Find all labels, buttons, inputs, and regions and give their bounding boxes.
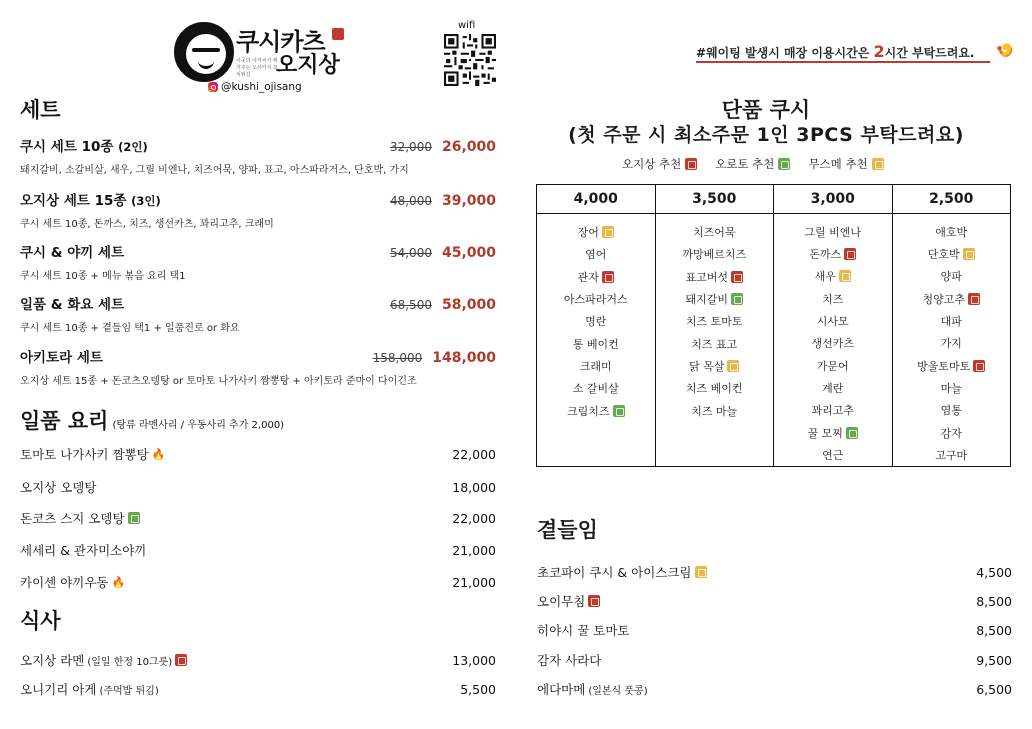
kushi-item[interactable]: [893, 421, 1011, 443]
kushi-item-name: 소 갈비살: [572, 382, 619, 396]
kushi-item-name: 마늘: [940, 381, 962, 395]
mascot-logo-icon: [174, 22, 234, 82]
kushi-item[interactable]: [537, 399, 655, 421]
kushi-item-name: 치즈 표고: [691, 337, 738, 351]
set-old-price: 48,000: [389, 194, 432, 208]
meal-item[interactable]: [20, 680, 496, 698]
recommend-yellow-icon: [839, 270, 851, 282]
side-item[interactable]: [537, 651, 1012, 669]
kushi-item-name: 까망베르치즈: [682, 248, 747, 262]
recommend-green-icon: [613, 405, 625, 417]
waiting-notice: #웨이팅 발생시 매장 이용시간은 2시간 부탁드려요.: [696, 42, 975, 61]
kushi-item-name: 감자: [940, 426, 962, 440]
dishes-title: 일품 요리 (탕류 라멘사리 / 우동사리 추가 2,000): [20, 409, 285, 433]
singles-price-grid: [536, 184, 1011, 467]
kushi-item-name: 그릴 비엔나: [804, 225, 862, 239]
kushi-item-name: 표고버섯: [685, 270, 728, 284]
meal-note: (일일 한정 10그릇): [87, 656, 173, 668]
price-column: [774, 185, 893, 466]
legend-item: 무스메 추천: [808, 156, 883, 172]
side-item[interactable]: [537, 680, 1012, 698]
recommend-green-icon: [128, 512, 140, 524]
price-column-header: 2,500: [893, 185, 1011, 214]
set-item[interactable]: [20, 189, 496, 230]
dish-price: 22,000: [452, 510, 496, 526]
kushi-item[interactable]: [774, 399, 892, 421]
kushi-item[interactable]: [656, 399, 774, 421]
spicy-fire-icon: 🔥: [111, 575, 126, 589]
kushi-item-name: 청양고추: [922, 292, 965, 306]
kushi-item-name: 염어: [585, 248, 607, 262]
set-desc: 쿠시 세트 10종 + 곁들임 택1 + 일품진로 or 화요: [20, 323, 240, 334]
meal-item[interactable]: [20, 651, 496, 669]
side-name: 초코파이 쿠시 & 아이스크림: [537, 565, 692, 580]
kushi-item[interactable]: [893, 265, 1011, 287]
kushi-item[interactable]: [774, 265, 892, 287]
spicy-fire-icon: 🔥: [151, 447, 166, 461]
side-item[interactable]: [537, 621, 1012, 639]
price-column-header: 4,000: [537, 185, 655, 214]
dish-price: 18,000: [452, 479, 496, 495]
kushi-item[interactable]: [656, 243, 774, 265]
side-name: 히야시 꿀 토마토: [537, 623, 630, 638]
side-name: 오이무침: [537, 594, 586, 609]
wifi-qr-code-icon[interactable]: [444, 34, 496, 86]
kushi-item-name: 아스파라거스: [563, 293, 628, 307]
recommend-yellow-icon: [963, 248, 975, 260]
dish-name: 돈코츠 스지 오뎅탕: [20, 511, 125, 526]
set-price: 39,000: [441, 193, 496, 209]
recommend-red-icon: [685, 158, 697, 170]
recommend-red-icon: [588, 595, 600, 607]
notice-hours: 2: [873, 42, 885, 61]
side-price: 8,500: [976, 622, 1012, 638]
set-name: 아키토라 세트: [20, 350, 103, 366]
kushi-item-name: 크림치즈: [566, 404, 610, 418]
dish-price: 21,000: [452, 574, 496, 590]
kushi-item-name: 통 베이컨: [572, 337, 619, 351]
kushi-item[interactable]: [893, 444, 1011, 466]
dish-item[interactable]: [20, 509, 496, 527]
kushi-item-name: 애호박: [935, 225, 968, 239]
set-people: (2인): [118, 140, 148, 154]
kushi-item-name: 시사모: [816, 315, 849, 329]
kushi-item[interactable]: [774, 421, 892, 443]
legend-item: 오로토 추천: [715, 156, 790, 172]
column-items: [893, 214, 1011, 466]
kushi-item-name: 연근: [822, 448, 844, 462]
side-price: 6,500: [976, 681, 1012, 697]
kushi-item[interactable]: [893, 221, 1011, 243]
set-old-price: 68,500: [389, 298, 432, 312]
set-price: 45,000: [441, 245, 496, 261]
kushi-item[interactable]: [656, 221, 774, 243]
kushi-item-name: 염통: [940, 404, 962, 418]
column-items: [656, 214, 774, 422]
set-name: 쿠시 세트 10종: [20, 139, 114, 155]
kushi-item-name: 생선카츠: [811, 337, 854, 351]
kushi-item[interactable]: [774, 444, 892, 466]
set-price: 148,000: [432, 350, 496, 366]
dish-item[interactable]: [20, 478, 496, 496]
recommend-green-icon: [846, 427, 858, 439]
kushi-item[interactable]: [537, 377, 655, 399]
kushi-item[interactable]: [893, 243, 1011, 265]
kushi-item-name: 치즈 마늘: [691, 404, 738, 418]
kushi-item[interactable]: [774, 377, 892, 399]
logo-stamp-icon: [332, 28, 344, 40]
dish-name: 세세리 & 관자미소야끼: [20, 543, 147, 558]
dish-item[interactable]: [20, 541, 496, 559]
side-price: 4,500: [976, 564, 1012, 580]
recommend-yellow-icon: [695, 566, 707, 578]
meal-name: 오니기리 아게: [20, 682, 97, 697]
kushi-item-name: 고구마: [935, 448, 968, 462]
kushi-item-name: 계란: [822, 381, 844, 395]
recommend-green-icon: [731, 293, 743, 305]
kushi-item-name: 치즈 베이컨: [685, 382, 743, 396]
recommend-yellow-icon: [602, 226, 614, 238]
dish-item[interactable]: [20, 445, 496, 463]
kushi-item[interactable]: [893, 288, 1011, 310]
price-column-header: 3,000: [774, 185, 892, 214]
price-column: [656, 185, 775, 466]
kushi-item[interactable]: [893, 310, 1011, 332]
meal-name: 오지상 라멘: [20, 653, 85, 668]
logo-subtitle: 오지상: [276, 53, 340, 78]
dish-name: 오지상 오뎅탕: [20, 480, 97, 495]
sets-title: 세트: [20, 98, 61, 122]
dish-price: 21,000: [452, 542, 496, 558]
side-name: 감자 사라다: [537, 653, 602, 668]
side-item[interactable]: [537, 592, 1012, 610]
set-desc: 오지상 세트 15종 + 돈코츠오뎅탕 or 토마토 나가사키 짬뽕탕 + 아키토라 준마이 다이긴조: [20, 376, 417, 387]
instagram-icon: [208, 82, 218, 92]
instagram-text: @kushi_ojisang: [221, 81, 302, 93]
kushi-item[interactable]: [774, 288, 892, 310]
set-desc: 쿠시 세트 10종, 돈까스, 치즈, 생선카츠, 꽈리고추, 크래미: [20, 219, 274, 230]
kushi-item-name: 가문어: [816, 359, 849, 373]
recommend-red-icon: [844, 248, 856, 260]
recommend-yellow-icon: [727, 360, 739, 372]
kushi-item-name: 단호박: [927, 248, 960, 262]
set-old-price: 32,000: [389, 140, 432, 154]
kushi-item[interactable]: [537, 243, 655, 265]
singles-subtitle: (첫 주문 시 최소주문 1인 3PCS 부탁드려요): [568, 124, 964, 146]
kushi-item[interactable]: [656, 310, 774, 332]
side-item[interactable]: [537, 563, 1012, 581]
kushi-item[interactable]: [537, 355, 655, 377]
dishes-note: (탕류 라멘사리 / 우동사리 추가 2,000): [112, 420, 285, 431]
price-column: [537, 185, 656, 466]
kushi-item[interactable]: [537, 332, 655, 354]
kushi-item[interactable]: [774, 310, 892, 332]
meal-price: 13,000: [452, 652, 496, 668]
side-price: 8,500: [976, 593, 1012, 609]
notice-underline: [696, 61, 990, 63]
sides-title: 곁들임: [537, 518, 598, 542]
kushi-item-name: 가지: [940, 337, 962, 351]
set-price: 26,000: [441, 139, 496, 155]
kushi-item-name: 대파: [940, 315, 962, 329]
kushi-item[interactable]: [893, 399, 1011, 421]
set-people: (3인): [131, 194, 161, 208]
wifi-label: wifi: [458, 20, 476, 31]
recommend-red-icon: [602, 271, 614, 283]
set-item[interactable]: [20, 293, 496, 334]
recommend-red-icon: [175, 654, 187, 666]
kushi-item[interactable]: [774, 332, 892, 354]
recommend-legend: [622, 156, 884, 172]
recommend-green-icon: [778, 158, 790, 170]
kushi-item[interactable]: [774, 355, 892, 377]
kushi-item-name: 치즈: [822, 292, 844, 306]
recommend-yellow-icon: [872, 158, 884, 170]
singles-title: 단품 쿠시: [721, 98, 811, 122]
kushi-item[interactable]: [656, 332, 774, 354]
kushi-item[interactable]: [656, 266, 774, 288]
kushi-item-name: 닭 목살: [689, 359, 725, 373]
kushi-item-name: 꽈리고추: [811, 404, 854, 418]
fried-food-icon: 🍤: [996, 43, 1014, 59]
kushi-item[interactable]: [774, 221, 892, 243]
kushi-item[interactable]: [893, 355, 1011, 377]
side-note: (일본식 풋콩): [588, 685, 648, 697]
kushi-item-name: 명란: [585, 315, 607, 329]
kushi-item[interactable]: [656, 377, 774, 399]
recommend-red-icon: [968, 293, 980, 305]
column-items: [537, 214, 655, 422]
meal-price: 5,500: [460, 681, 496, 697]
set-item[interactable]: [20, 241, 496, 282]
kushi-item[interactable]: [656, 288, 774, 310]
kushi-item-name: 돈까스: [809, 248, 842, 262]
set-item[interactable]: [20, 135, 496, 176]
kushi-item[interactable]: [537, 266, 655, 288]
set-item[interactable]: [20, 346, 496, 387]
dish-item[interactable]: [20, 573, 496, 591]
dish-name: 토마토 나가사키 짬뽕탕: [20, 447, 149, 462]
logo-title: 쿠시카츠: [236, 28, 325, 56]
kushi-item-name: 크래미: [579, 359, 612, 373]
recommend-red-icon: [973, 360, 985, 372]
instagram-handle[interactable]: [208, 81, 302, 93]
dish-name: 카이센 야끼우동: [20, 575, 109, 590]
set-price: 58,000: [441, 297, 496, 313]
price-column: [893, 185, 1011, 466]
kushi-item[interactable]: [893, 332, 1011, 354]
kushi-item[interactable]: [774, 243, 892, 265]
kushi-item-name: 관자: [577, 270, 599, 284]
kushi-item[interactable]: [537, 288, 655, 310]
column-items: [774, 214, 892, 466]
kushi-item[interactable]: [656, 355, 774, 377]
kushi-item-name: 양파: [940, 270, 962, 284]
set-name: 일품 & 화요 세트: [20, 297, 125, 313]
set-desc: 돼지갈비, 소갈비살, 새우, 그릴 비엔나, 치즈어묵, 양파, 표고, 아스파라거스, 단호박, 가지: [20, 165, 409, 176]
side-name: 에다마메: [537, 682, 586, 697]
recommend-red-icon: [731, 271, 743, 283]
price-column-header: 3,500: [656, 185, 774, 214]
set-name: 쿠시 & 야끼 세트: [20, 245, 125, 261]
kushi-item-name: 돼지갈비: [685, 293, 728, 307]
meals-title: 식사: [20, 609, 61, 633]
set-desc: 쿠시 세트 10종 + 메뉴 볶음 요리 택1: [20, 271, 186, 282]
kushi-item-name: 새우: [814, 270, 836, 284]
set-name: 오지상 세트 15종: [20, 193, 127, 209]
set-old-price: 158,000: [372, 351, 423, 365]
kushi-item[interactable]: [537, 221, 655, 243]
kushi-item[interactable]: [893, 377, 1011, 399]
kushi-item[interactable]: [537, 310, 655, 332]
logo-tagline: 이곳의 아저씨가 튀겨주는 오사카식 꼬치튀김: [236, 58, 278, 78]
dish-price: 22,000: [452, 446, 496, 462]
side-price: 9,500: [976, 652, 1012, 668]
set-old-price: 54,000: [389, 246, 432, 260]
legend-item: 오지상 추천: [622, 156, 697, 172]
kushi-item-name: 방울토마토: [917, 359, 971, 373]
meal-note: (주먹밥 튀김): [99, 685, 159, 697]
kushi-item-name: 꿀 모찌: [807, 426, 843, 440]
kushi-item-name: 치즈어묵: [692, 226, 736, 240]
kushi-item-name: 장어: [577, 226, 599, 240]
kushi-item-name: 치즈 토마토: [685, 315, 743, 329]
